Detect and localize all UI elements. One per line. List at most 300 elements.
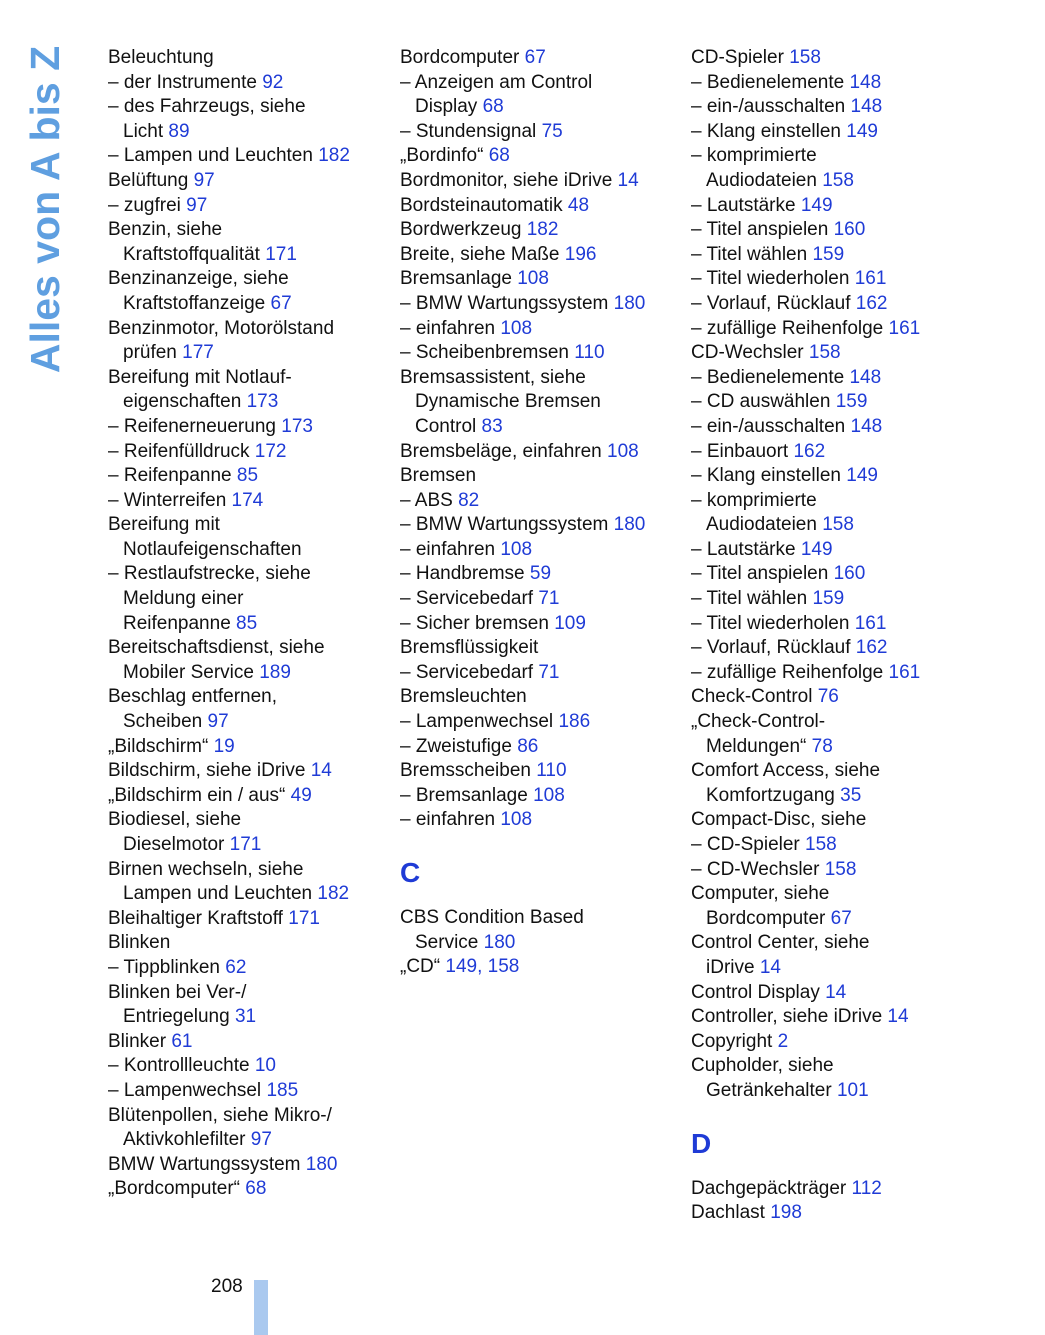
index-entry [400,710,680,735]
index-list-c-cont [691,46,971,1104]
index-entry-text: – Lautstärke [691,538,801,560]
page-reference-link[interactable]: 158 [822,514,854,536]
page-reference-link[interactable]: 14 [617,169,639,191]
page-reference-link[interactable]: 35 [840,784,862,806]
page-reference-link[interactable]: 71 [538,661,560,683]
page-reference-link[interactable]: 67 [524,47,546,68]
page-reference-link[interactable]: 108 [533,784,565,806]
index-entry [400,317,680,342]
index-column-3 [691,46,971,1226]
index-entry [108,95,388,120]
index-entry [400,46,680,71]
index-entry-text: Audiodateien [706,514,823,536]
index-entry [400,562,680,587]
index-entry [691,1054,971,1079]
page-reference-link[interactable]: 198 [770,1202,802,1224]
index-entry [400,71,680,96]
index-entry-text: – Reifenerneuerung [108,415,282,437]
page-reference-link[interactable]: 67 [830,907,852,929]
page-reference-link[interactable]: 148 [850,415,883,437]
index-entry-text: – BMW Wartungssystem [400,514,614,536]
page-reference-link[interactable]: 161 [854,268,887,290]
index-entry [691,144,971,169]
index-entry-text: „Bildschirm“ [108,735,214,757]
index-entry [400,661,680,686]
index-entry-text: – Titel wählen [691,588,813,610]
index-entry [691,685,971,710]
index-entry [691,194,971,219]
index-entry-text: Bildschirm, siehe iDrive [108,760,311,782]
index-entry-text: – Reifenfülldruck [108,440,255,462]
index-entry-text: Display [415,96,483,118]
page-reference-link[interactable]: 68 [488,145,510,167]
page-reference-link[interactable]: 14 [887,1006,909,1028]
index-entry-text: Control [415,415,482,437]
index-entry [108,218,388,243]
index-entry-text: – einfahren [400,538,501,560]
index-entry [691,612,971,637]
page-reference-link[interactable]: 174 [231,489,264,511]
page-reference-link[interactable]: 158 [808,342,841,364]
index-entry [108,120,388,145]
index-column-2 [400,46,680,980]
index-entry [400,906,680,931]
index-entry-text: – Lautstärke [691,194,801,216]
index-entry [691,95,971,120]
index-entry [691,661,971,686]
index-entry [108,1104,388,1129]
index-entry-text: Blinken [108,932,171,954]
index-entry-text: Beschlag entfernen, [108,686,278,708]
page-reference-link[interactable]: 158 [822,169,854,191]
index-entry-text: Bordcomputer [400,47,525,68]
index-entry-text: – Handbremse [400,563,530,585]
page-reference-link[interactable]: 159 [835,391,868,413]
page-reference-link[interactable]: 158 [824,858,857,880]
index-entry [691,1177,971,1202]
page-reference-link[interactable]: 189 [259,661,291,683]
index-entry-text: – Sicher bremsen [400,612,555,634]
letter-heading-d: D [691,1127,712,1159]
page-reference-link[interactable]: 14 [759,956,781,978]
index-entry [691,907,971,932]
page-reference-link[interactable]: 172 [254,440,287,462]
index-entry-text: Bleihaltiger Kraftstoff [108,907,289,929]
page-reference-link[interactable]: 110 [536,760,567,782]
index-entry [400,735,680,760]
index-entry-text: – CD-Spieler [691,834,806,855]
page-reference-link[interactable]: 76 [817,686,839,708]
index-entry [691,489,971,514]
page-reference-link[interactable]: 149 [800,194,833,216]
index-entry-text: Compact-Disc, siehe [691,809,867,831]
page-reference-link[interactable]: 14 [825,981,847,1003]
index-entry [108,243,388,268]
page-reference-link[interactable]: 180 [613,292,646,314]
index-entry-text: – einfahren [400,809,501,831]
index-entry [400,440,680,465]
page-reference-link[interactable]: 59 [529,563,552,585]
index-entry-text: – der Instrumente [108,71,263,93]
index-entry [108,636,388,661]
index-entry [400,784,680,809]
index-entry-text: – Scheibenbremsen [400,342,575,364]
index-entry-text: „Check-Control- [691,711,826,733]
index-list-c [400,906,680,980]
index-entry [691,538,971,563]
page-reference-link[interactable]: 97 [186,194,208,216]
page-reference-link[interactable]: 159 [812,588,845,610]
index-entry-text: – komprimierte [691,145,817,167]
index-entry-text: – Kontrollleuchte [108,1055,255,1077]
index-entry-text: „Bildschirm ein / aus“ [108,784,291,806]
index-entry [108,489,388,514]
page-reference-link[interactable]: 182 [526,219,559,241]
index-entry-text: Dachlast [691,1202,771,1224]
page-reference-link[interactable]: 85 [236,612,258,634]
page-reference-link[interactable]: 162 [793,440,826,462]
index-entry-text: „CD“ [400,956,446,978]
index-entry-text: Bereitschaftsdienst, siehe [108,637,325,659]
index-entry [691,956,971,981]
index-entry [400,759,680,784]
index-entry [691,120,971,145]
index-entry-text: – Anzeigen am Control [400,71,593,93]
index-entry [108,71,388,96]
page-reference-link[interactable]: 161 [854,612,887,634]
page-reference-link[interactable]: 101 [836,1079,869,1101]
page-reference-link[interactable]: 61 [171,1030,193,1052]
index-entry [400,538,680,563]
index-entry-text: Control Center, siehe [691,932,870,954]
index-entry [691,390,971,415]
index-entry [108,956,388,981]
index-entry-text: „Bordcomputer“ [108,1178,246,1200]
page-reference-link[interactable]: 97 [250,1129,272,1151]
index-entry-text: Getränkehalter [706,1079,837,1101]
page-reference-link[interactable]: 48 [567,194,590,216]
page-reference-link[interactable]: 109 [554,612,586,634]
page-reference-link[interactable]: 110 [574,342,605,364]
index-entry [691,1030,971,1055]
page-reference-link[interactable]: 182 [318,145,350,167]
index-entry [400,95,680,120]
index-entry-text: iDrive [706,956,760,978]
page-reference-link[interactable]: 149, 158 [445,956,520,978]
index-entry [108,833,388,858]
index-entry [108,1079,388,1104]
index-entry-text: Notlaufeigenschaften [123,538,302,560]
index-entry [400,464,680,489]
page-reference-link[interactable]: 97 [193,169,215,191]
index-entry-text: – einfahren [400,317,501,339]
index-entry [108,907,388,932]
index-entry-text: – Lampenwechsel [108,1079,267,1101]
index-entry [108,1128,388,1153]
page-reference-link[interactable]: 68 [482,96,504,118]
index-entry [400,194,680,219]
index-entry-text: – Servicebedarf [400,588,539,610]
page-reference-link[interactable]: 71 [538,588,560,610]
index-entry [108,464,388,489]
page-reference-link[interactable]: 78 [811,735,833,757]
index-entry [400,243,680,268]
index-entry [400,267,680,292]
index-entry [400,685,680,710]
index-entry [691,1201,971,1226]
index-entry-text: Breite, siehe Maße [400,243,565,265]
index-entry [108,292,388,317]
page-number: 208 [211,1276,243,1297]
index-entry-text: – des Fahrzeugs, siehe [108,96,306,118]
index-entry-text: Bordmonitor, siehe iDrive [400,169,618,191]
index-entry-text: – ein-/ausschalten [691,96,851,118]
index-entry-text: Reifenpanne [123,612,237,634]
index-entry [400,390,680,415]
index-entry-text: Entriegelung [123,1006,235,1028]
index-entry-text: – Bedienelemente [691,71,850,93]
index-entry-text: Dieselmotor [123,834,230,855]
index-entry-text: Belüftung [108,169,194,191]
index-entry-text: Biodiesel, siehe [108,809,242,831]
index-entry-text: Blinken bei Ver-/ [108,981,247,1003]
index-entry-text: prüfen [123,342,183,364]
page-reference-link[interactable]: 162 [855,637,888,659]
index-entry [108,735,388,760]
index-column-1 [108,46,388,1202]
index-entry-text: – BMW Wartungssystem [400,292,614,314]
page-reference-link[interactable]: 82 [458,489,480,511]
page-reference-link[interactable]: 68 [245,1178,267,1200]
index-entry-text: – zufällige Reihenfolge [691,661,889,683]
index-entry [691,243,971,268]
index-entry-text: Bordwerkzeug [400,219,527,241]
index-entry-text: Service [415,931,484,953]
page-reference-link[interactable]: 149 [846,465,878,487]
index-entry [400,120,680,145]
page-reference-link[interactable]: 62 [225,956,247,978]
index-entry-text: Benzin, siehe [108,219,223,241]
index-entry [691,218,971,243]
page-reference-link[interactable]: 89 [168,120,190,142]
index-entry [400,955,680,980]
index-entry [108,1153,388,1178]
page-marker-bar [254,1280,268,1335]
index-entry [108,1030,388,1055]
index-entry-text: – ABS [400,489,459,511]
page-reference-link[interactable]: 86 [517,735,539,757]
page-reference-link[interactable]: 177 [182,342,214,364]
index-entry [691,341,971,366]
index-entry [691,710,971,735]
index-entry [108,513,388,538]
index-entry-text: Dynamische Bremsen [415,391,601,413]
page-reference-link[interactable]: 158 [805,834,837,855]
page-reference-link[interactable]: 19 [213,735,235,757]
index-entry [108,661,388,686]
index-entry-text: Kraftstoffanzeige [123,292,271,314]
index-entry-text: Comfort Access, siehe [691,760,881,782]
index-entry [691,784,971,809]
page-reference-link[interactable]: 158 [789,47,821,68]
index-entry [400,144,680,169]
page-reference-link[interactable]: 148 [849,71,882,93]
index-entry-text: – CD-Wechsler [691,858,825,880]
page-reference-link[interactable]: 108 [607,440,639,462]
index-entry-text: Check-Control [691,686,818,708]
index-entry [691,513,971,538]
index-entry-text: – zufällige Reihenfolge [691,317,889,339]
index-entry [108,710,388,735]
index-entry [400,218,680,243]
page-reference-link[interactable]: 173 [281,415,313,437]
page-reference-link[interactable]: 49 [290,784,312,806]
page-reference-link[interactable]: 149 [800,538,833,560]
index-entry [108,538,388,563]
page-reference-link[interactable]: 182 [317,883,350,905]
index-entry-text: Controller, siehe iDrive [691,1006,888,1028]
index-entry [108,612,388,637]
index-entry [108,440,388,465]
index-entry [108,931,388,956]
index-entry-text: – Winterreifen [108,489,232,511]
index-entry [108,562,388,587]
page-reference-link[interactable]: 180 [483,931,516,953]
page-reference-link[interactable]: 196 [564,243,597,265]
index-entry [691,735,971,760]
index-entry-text: CD-Spieler [691,47,790,68]
index-entry [691,808,971,833]
index-entry-text: Bordcomputer [706,907,831,929]
index-entry-text: Bremsassistent, siehe [400,366,586,388]
page-reference-link[interactable]: 108 [500,317,533,339]
page-reference-link[interactable]: 180 [613,514,646,536]
index-entry-text: – CD auswählen [691,391,836,413]
index-entry-text: – Titel wiederholen [691,612,855,634]
page-reference-link[interactable]: 10 [254,1055,276,1077]
index-entry-text: Bremsen [400,465,477,487]
index-entry-text: – Stundensignal [400,120,542,142]
index-entry [691,169,971,194]
index-entry [691,317,971,342]
side-title-text: Alles von A bis Z [22,45,69,373]
index-entry-text: – Bremsanlage [400,784,534,806]
index-entry-text: Bremsleuchten [400,686,527,708]
index-entry-text: Scheiben [123,711,208,733]
index-entry-text: – Lampen und Leuchten [108,145,319,167]
page-reference-link[interactable]: 161 [888,317,921,339]
index-entry [691,464,971,489]
index-entry-text: Meldungen“ [706,735,812,757]
index-entry-text: – Restlaufstrecke, siehe [108,563,311,585]
page-reference-link[interactable]: 31 [234,1006,257,1028]
index-entry-text: Audiodateien [706,169,823,191]
index-list-d [691,1177,971,1226]
index-entry [400,341,680,366]
page-reference-link[interactable]: 83 [481,415,503,437]
index-entry [108,341,388,366]
section-side-title [24,44,68,374]
page-reference-link[interactable]: 171 [288,907,320,929]
page-reference-link[interactable]: 85 [236,465,259,487]
page-reference-link[interactable]: 108 [500,809,533,831]
page-reference-link[interactable]: 97 [207,711,229,733]
page-reference-link[interactable]: 171 [229,834,262,855]
index-list-b [400,46,680,833]
index-entry [400,292,680,317]
page-reference-link[interactable]: 67 [270,292,292,314]
page-reference-link[interactable]: 185 [266,1079,299,1101]
index-entry [400,415,680,440]
index-entry [108,390,388,415]
index-entry [691,71,971,96]
index-entry [691,882,971,907]
page-reference-link[interactable]: 75 [541,120,563,142]
page-reference-link[interactable]: 186 [558,711,591,733]
index-entry [108,1177,388,1202]
page-reference-link[interactable]: 148 [849,366,882,388]
index-entry [691,366,971,391]
index-entry-text: – Lampenwechsel [400,711,559,733]
index-entry [108,1005,388,1030]
index-entry-text: CBS Condition Based [400,907,584,928]
page-reference-link[interactable]: 148 [850,96,883,118]
index-entry [400,808,680,833]
index-entry-text: Control Display [691,981,826,1003]
index-entry-text: – Titel wählen [691,243,813,265]
index-entry [108,267,388,292]
index-entry-text: Aktivkohlefilter [123,1129,251,1151]
index-entry-text: BMW Wartungssystem [108,1153,306,1175]
page-reference-link[interactable]: 108 [500,538,533,560]
index-entry-text: Benzinanzeige, siehe [108,268,289,290]
page-reference-link[interactable]: 162 [855,292,888,314]
page-reference-link[interactable]: 108 [517,268,549,290]
index-entry-text: „Bordinfo“ [400,145,489,167]
page-reference-link[interactable]: 171 [265,243,297,265]
page-reference-link[interactable]: 14 [310,760,332,782]
index-entry [691,833,971,858]
index-entry-text: Bremsbeläge, einfahren [400,440,608,462]
page-reference-link[interactable]: 112 [851,1177,882,1199]
page-reference-link[interactable]: 160 [833,219,866,241]
letter-heading-c: C [400,857,421,888]
index-entry [691,636,971,661]
page-reference-link[interactable]: 160 [833,563,866,585]
page-reference-link[interactable]: 2 [777,1030,789,1052]
index-entry-text: Bereifung mit [108,514,220,536]
index-entry-text: Beleuchtung [108,47,214,68]
page-reference-link[interactable]: 149 [846,120,878,142]
page-reference-link[interactable]: 92 [262,71,284,93]
page-reference-link[interactable]: 180 [305,1153,338,1175]
index-entry [691,1079,971,1104]
index-entry-text: – Einbauort [691,440,794,462]
index-entry-text: Copyright [691,1030,778,1052]
page-reference-link[interactable]: 173 [246,391,279,413]
index-entry-text: – Vorlauf, Rücklauf [691,292,856,314]
index-entry [691,1005,971,1030]
index-entry-text: – Bedienelemente [691,366,850,388]
page-reference-link[interactable]: 159 [812,243,845,265]
index-entry [400,931,680,956]
index-entry [108,784,388,809]
index-entry-text: Komfortzugang [706,784,841,806]
page-reference-link[interactable]: 161 [888,661,921,683]
index-entry [108,317,388,342]
index-entry-text: Licht [123,120,169,142]
index-entry-text: – Servicebedarf [400,661,539,683]
